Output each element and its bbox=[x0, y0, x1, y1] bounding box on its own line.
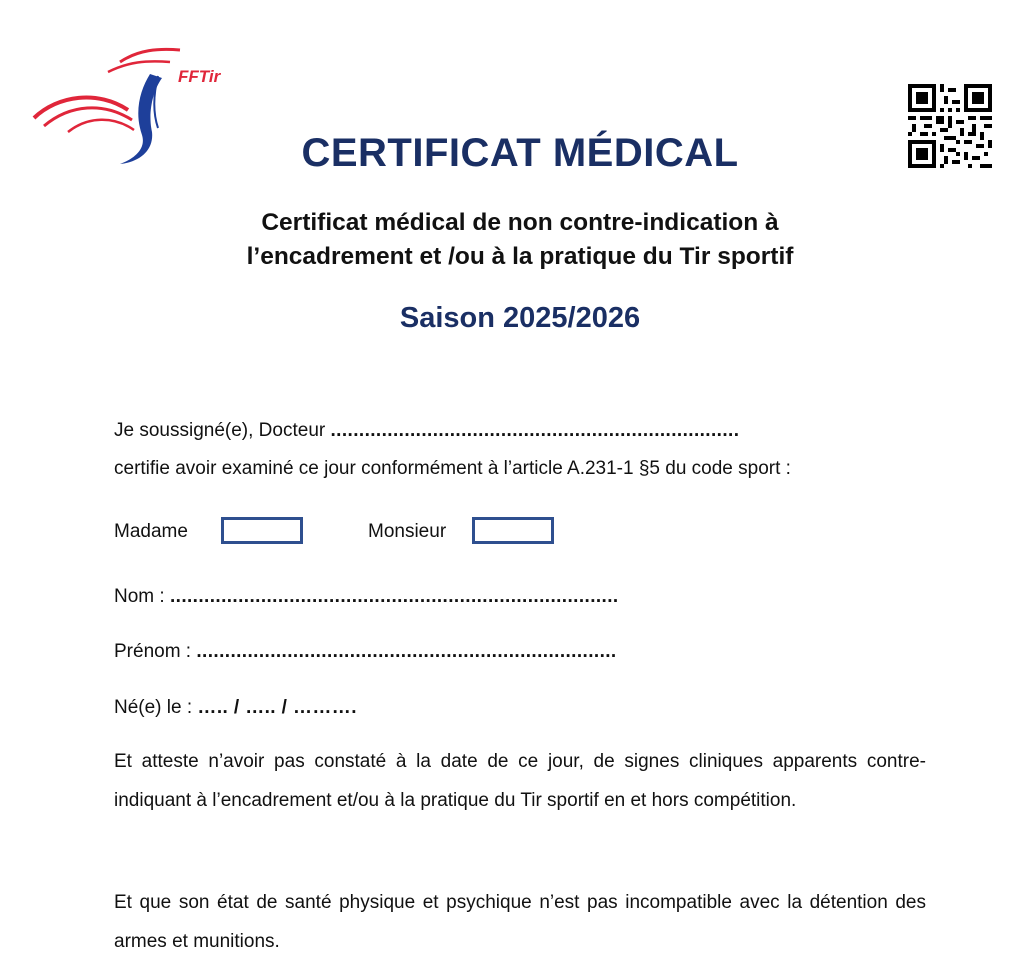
prenom-line bbox=[114, 641, 617, 663]
certify-text: certifie avoir examiné ce jour conformément à l’article A.231-1 §5 du code sport : bbox=[114, 458, 791, 479]
doctor-name-field[interactable]: ........................................................................ bbox=[330, 420, 740, 441]
prenom-label: Prénom : bbox=[114, 641, 192, 662]
subtitle-line-1: Certificat médical de non contre-indication à bbox=[261, 209, 779, 236]
page-title: CERTIFICAT MÉDICAL bbox=[301, 131, 739, 175]
birth-line bbox=[114, 697, 357, 719]
birth-date-field[interactable]: ….. / ….. / ………. bbox=[197, 697, 357, 718]
doctor-line bbox=[114, 420, 739, 442]
health-paragraph: Et que son état de santé physique et psychique n’est pas incompatible avec la détention des armes et munitions. bbox=[114, 892, 926, 952]
attestation-paragraph: Et atteste n’avoir pas constaté à la date de ce jour, de signes cliniques apparents contre-indiquant à l’encadrement et/ou à la pratique du Tir sportif en et hors compétition. bbox=[114, 751, 926, 811]
doctor-label: Je soussigné(e), Docteur bbox=[114, 420, 326, 441]
madame-label: Madame bbox=[114, 521, 188, 542]
nom-field[interactable]: ............................................................................... bbox=[169, 586, 619, 607]
nom-line bbox=[114, 586, 619, 608]
monsieur-label: Monsieur bbox=[368, 521, 447, 542]
nom-label: Nom : bbox=[114, 586, 165, 607]
madame-checkbox[interactable] bbox=[221, 517, 303, 544]
season-label: Saison 2025/2026 bbox=[399, 302, 641, 334]
subtitle bbox=[0, 206, 1024, 274]
logo-text: FFTir bbox=[178, 67, 221, 86]
birth-label: Né(e) le : bbox=[114, 697, 193, 718]
monsieur-checkbox[interactable] bbox=[472, 517, 554, 544]
prenom-field[interactable]: .......................................................................... bbox=[196, 641, 617, 662]
subtitle-line-2: l’encadrement et /ou à la pratique du Tir sportif bbox=[246, 243, 794, 270]
